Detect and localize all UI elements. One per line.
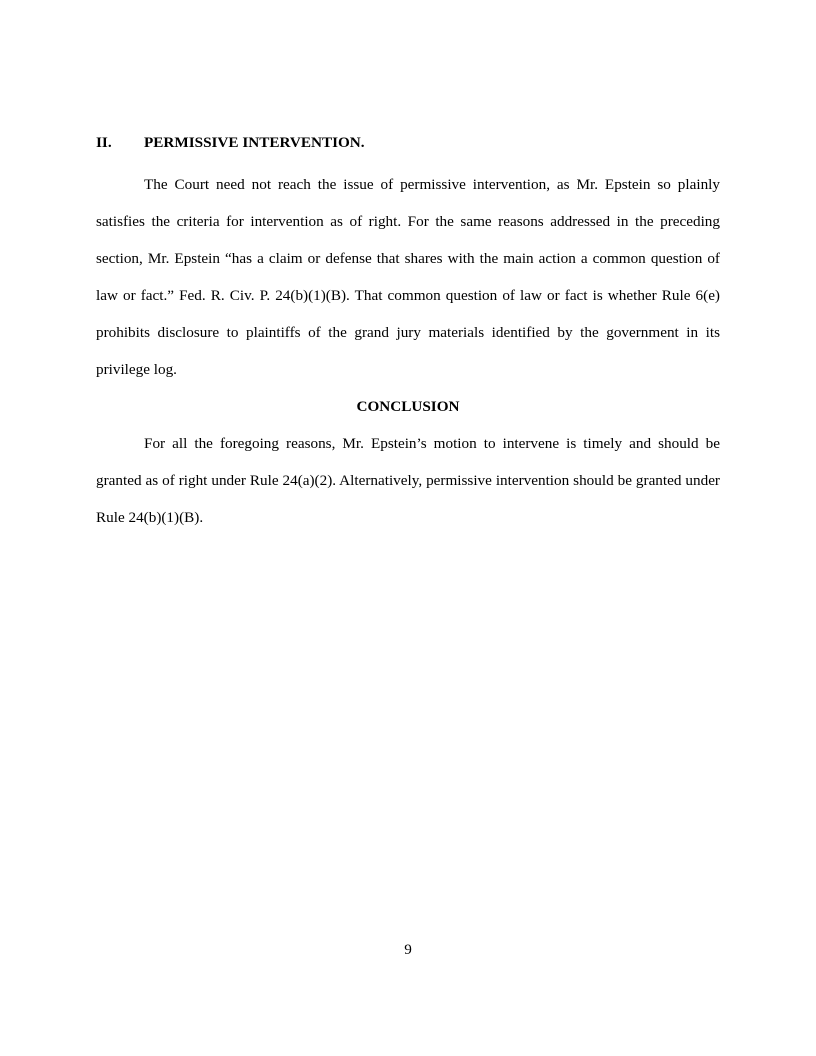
section-heading — [96, 129, 720, 157]
section-number: II. — [96, 134, 112, 151]
section-paragraph: The Court need not reach the issue of permissive intervention, as Mr. Epstein so plainly satisfies the criteria for intervention as of right. For the same reasons addressed in the preceding section, Mr. Epstein “has a claim or defense that shares with the main action a common question of law or fact.” Fed. R. Civ. P. 24(b)(1)(B). That common question of law or fact is whether Rule 6(e) prohibits disclosure to plaintiffs of the grand jury materials identified by the government in its privilege log. — [96, 176, 720, 378]
conclusion-paragraph: For all the foregoing reasons, Mr. Epstein’s motion to intervene is timely and should be granted as of right under Rule 24(a)(2). Alternatively, permissive intervention should be granted under Rule 24(b)(1)(B). — [96, 435, 720, 526]
conclusion-heading: CONCLUSION — [356, 398, 460, 415]
section-title: PERMISSIVE INTERVENTION. — [144, 134, 365, 151]
page-number: 9 — [404, 941, 412, 958]
page-content — [96, 129, 720, 536]
